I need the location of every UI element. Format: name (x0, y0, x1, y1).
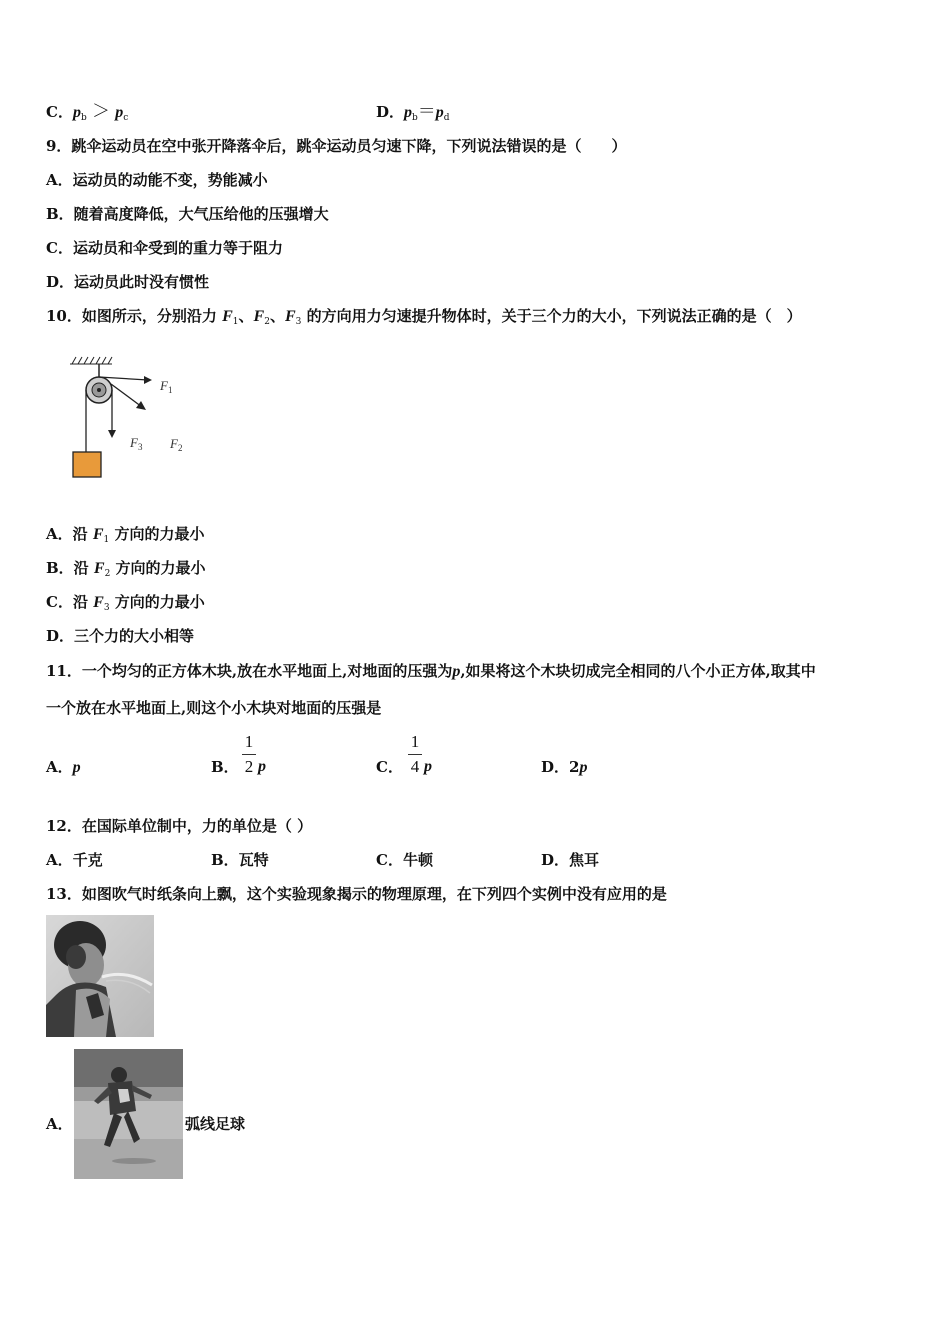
label-f3: $F_3$ (130, 435, 143, 452)
ceiling-hatch (70, 357, 112, 364)
q8-option-c: C．$p_b > p_c$ (46, 101, 129, 123)
q10-option-a: A．沿 $F_1$ 方向的力最小 (46, 525, 205, 545)
weight-block (73, 452, 101, 477)
q11-option-c-fraction: 1 4 (406, 732, 424, 777)
q12-option-a: A．千克 (46, 851, 103, 869)
q10-option-d: D．三个力的大小相等 (46, 627, 195, 645)
q11-option-b-var: p (258, 758, 266, 775)
q10-stem: 10．如图所示，分别沿力 $F_1$、$F_2$、$F_3$ 的方向用力匀速提升物体时，关于三个力的大小，下列说法正确的是（ ） (46, 307, 802, 327)
q11-option-d: D．2p (541, 758, 588, 776)
label-f2: $F_2$ (170, 436, 183, 453)
curve-soccer-photo (74, 1049, 183, 1179)
q10-option-c: C．沿 $F_3$ 方向的力最小 (46, 593, 205, 613)
q11-option-c-var: p (424, 758, 432, 775)
blowing-paper-photo (46, 915, 154, 1037)
q11-option-b-label: B． (211, 758, 239, 776)
q9-option-d: D．运动员此时没有惯性 (46, 273, 210, 291)
q13-option-a-text: 弧线足球 (185, 1115, 246, 1133)
q13-stem: 13．如图吹气时纸条向上飘，这个实验现象揭示的物理原理，在下列四个实例中没有应用的是 (46, 885, 667, 903)
pulley-diagram (62, 352, 202, 484)
q11-option-a: A．p (46, 758, 81, 776)
q9-option-c: C．运动员和伞受到的重力等于阻力 (46, 239, 283, 257)
q9-option-b: B．随着高度降低，大气压给他的压强增大 (46, 205, 329, 223)
q12-option-c: C．牛顿 (376, 851, 433, 869)
rope-f2 (111, 384, 142, 407)
q11-stem-line2: 一个放在水平地面上,则这个小木块对地面的压强是 (46, 699, 382, 717)
q11-option-c-label: C． (376, 758, 403, 776)
q9-stem: 9．跳伞运动员在空中张开降落伞后，跳伞运动员匀速下降，下列说法错误的是（ ） (46, 137, 627, 155)
q13-option-a-label: A． (46, 1115, 73, 1133)
q11-stem-line1: 11．一个均匀的正方体木块,放在水平地面上,对地面的压强为p,如果将这个木块切成完全相同的八个小正方体,取其中 (46, 662, 816, 680)
q12-stem: 12．在国际单位制中，力的单位是（ ） (46, 817, 313, 835)
q8-option-d: D．$p_b=p_d$ (376, 101, 450, 123)
q12-option-b: B．瓦特 (211, 851, 269, 869)
label-f1: $F_1$ (160, 378, 173, 395)
q10-option-b: B．沿 $F_2$ 方向的力最小 (46, 559, 206, 579)
q9-option-a: A．运动员的动能不变，势能减小 (46, 171, 268, 189)
q11-option-b-fraction: 1 2 (240, 732, 258, 777)
q12-option-d: D．焦耳 (541, 851, 600, 869)
